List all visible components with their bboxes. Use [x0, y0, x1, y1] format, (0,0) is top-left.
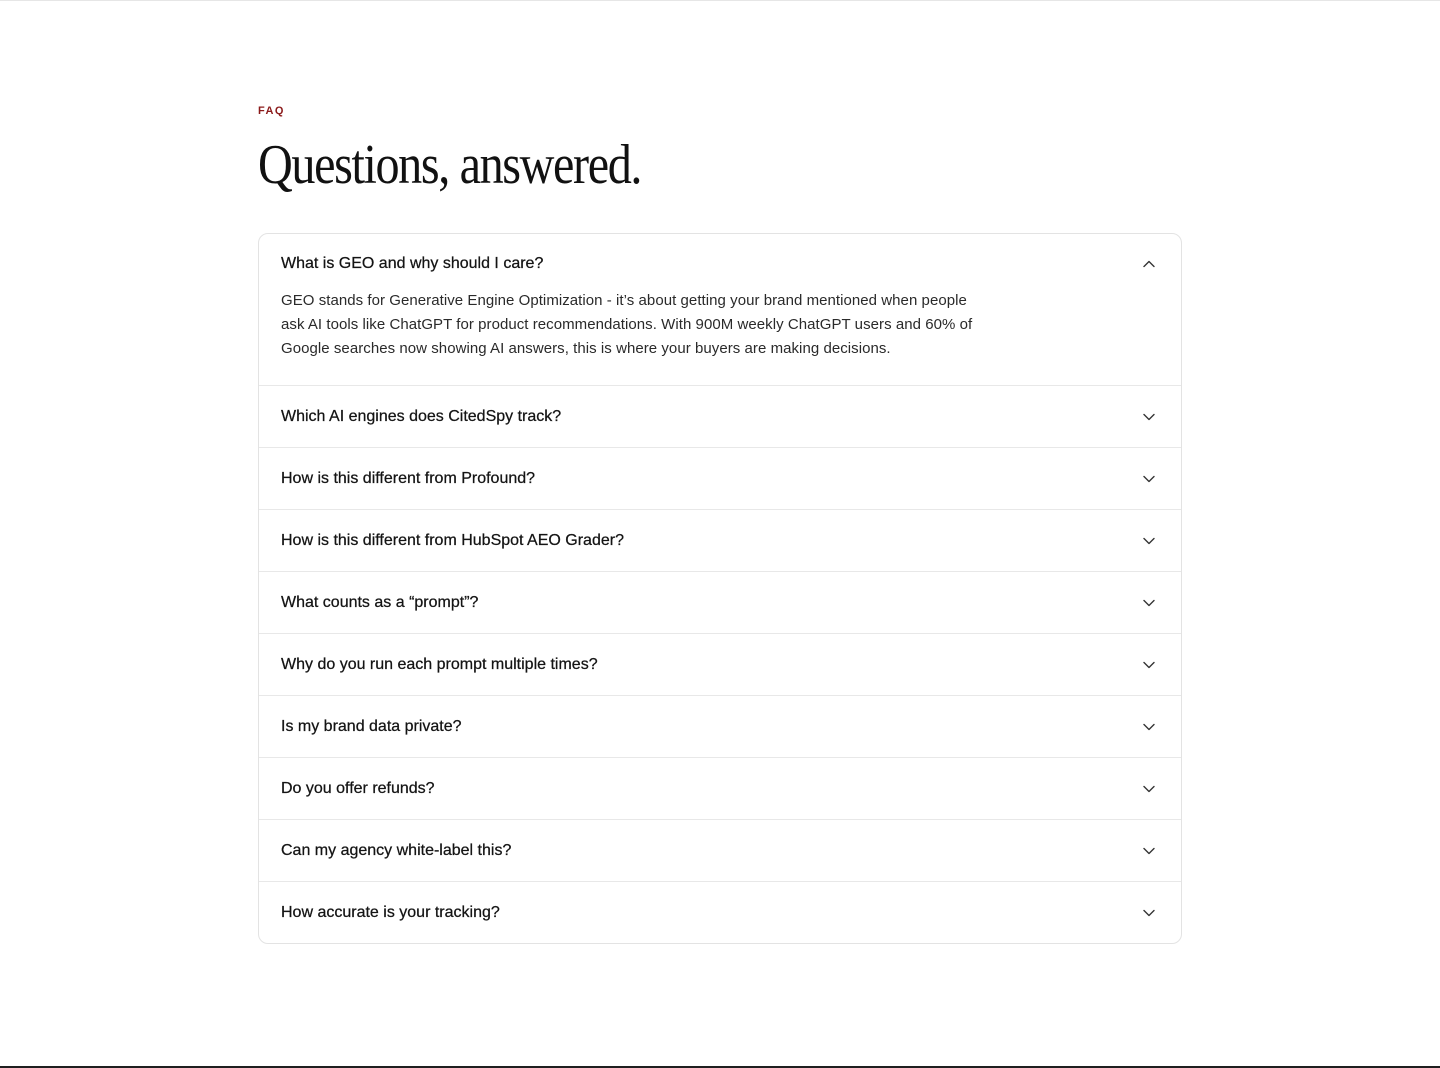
chevron-down-icon[interactable]: [1142, 534, 1156, 548]
faq-item: [259, 447, 1181, 509]
faq-question: How accurate is your tracking?: [281, 903, 500, 921]
faq-item: [259, 509, 1181, 571]
faq-item-toggle[interactable]: [259, 572, 1181, 633]
faq-question: Is my brand data private?: [281, 717, 462, 735]
faq-item-toggle[interactable]: [259, 758, 1181, 819]
chevron-down-icon[interactable]: [1142, 472, 1156, 486]
faq-question: How is this different from Profound?: [281, 469, 536, 487]
faq-item: [259, 571, 1181, 633]
chevron-down-icon[interactable]: [1142, 844, 1156, 858]
faq-item-toggle[interactable]: [259, 386, 1181, 447]
faq-item-toggle[interactable]: [259, 510, 1181, 571]
chevron-down-icon[interactable]: [1142, 782, 1156, 796]
faq-question: Do you offer refunds?: [281, 779, 435, 797]
faq-item-toggle[interactable]: [259, 448, 1181, 509]
section-title: Questions, answered.: [258, 134, 642, 196]
faq-question: How is this different from HubSpot AEO Grader?: [281, 531, 624, 549]
faq-question: What is GEO and why should I care?: [281, 255, 544, 272]
faq-question: Which AI engines does CitedSpy track?: [281, 407, 562, 425]
faq-item: [259, 881, 1181, 943]
faq-accordion: [258, 233, 1182, 944]
faq-answer: GEO stands for Generative Engine Optimization - it’s about getting your brand mentioned when people ask AI tools like ChatGPT for product recommendations. With 900M weekly ChatGPT users and 60% of Google searches now showing AI answers, this is where your buyers are making decisions.: [281, 292, 973, 357]
chevron-down-icon[interactable]: [1142, 658, 1156, 672]
chevron-down-icon[interactable]: [1142, 720, 1156, 734]
chevron-up-icon[interactable]: [1142, 257, 1156, 271]
faq-question: Why do you run each prompt multiple times?: [281, 655, 598, 673]
faq-item: [259, 633, 1181, 695]
faq-item-toggle[interactable]: [259, 634, 1181, 695]
faq-item-toggle[interactable]: [259, 820, 1181, 881]
top-divider: [0, 0, 1440, 1]
chevron-down-icon[interactable]: [1142, 596, 1156, 610]
chevron-down-icon[interactable]: [1142, 410, 1156, 424]
faq-item: [259, 385, 1181, 447]
faq-item: [259, 757, 1181, 819]
chevron-down-icon[interactable]: [1142, 906, 1156, 920]
faq-item-toggle[interactable]: [259, 696, 1181, 757]
faq-question: What counts as a “prompt”?: [281, 593, 479, 611]
faq-item-toggle[interactable]: [259, 882, 1181, 943]
section-eyebrow: FAQ: [258, 105, 285, 117]
faq-item-toggle[interactable]: [259, 234, 1181, 294]
faq-item: [259, 234, 1181, 385]
faq-item: [259, 819, 1181, 881]
faq-question: Can my agency white-label this?: [281, 841, 512, 859]
faq-item: [259, 695, 1181, 757]
